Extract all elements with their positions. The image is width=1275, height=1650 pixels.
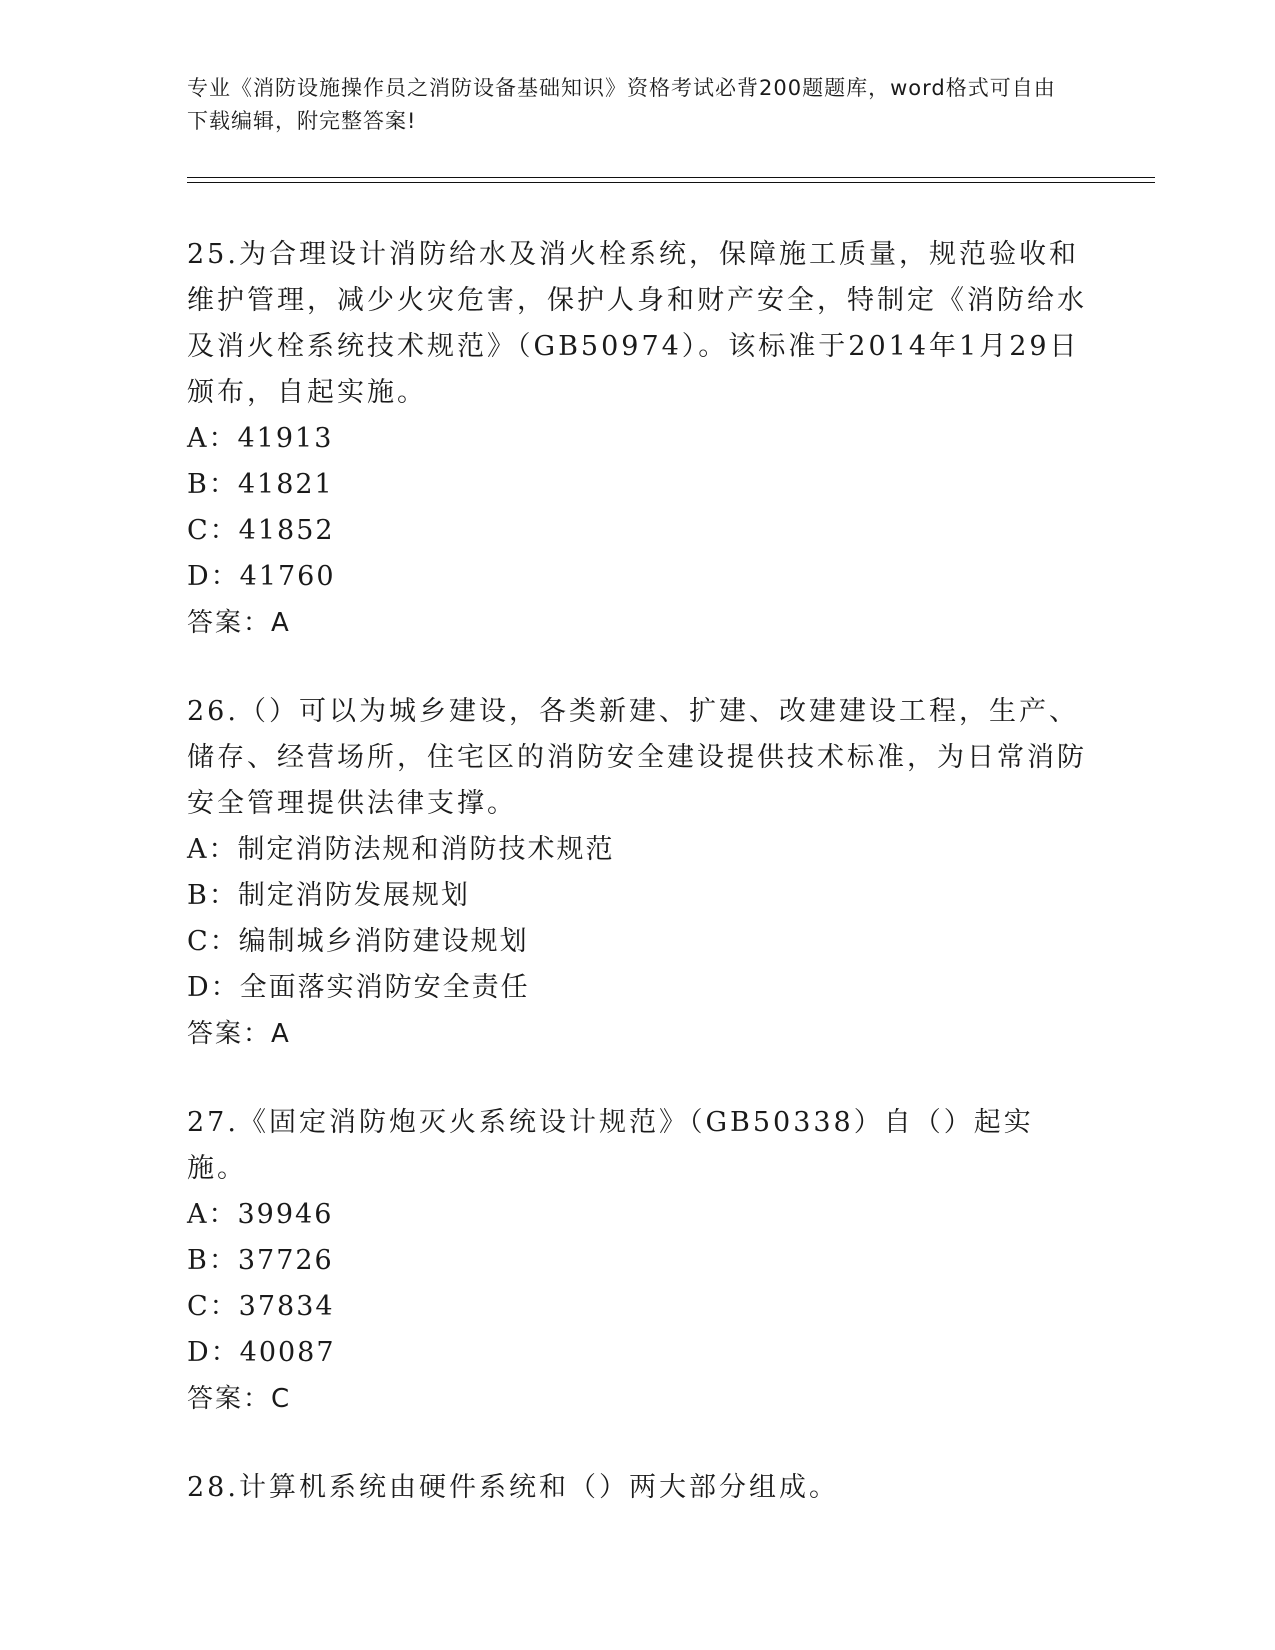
question-stem: 28.计算机系统由硬件系统和（）两大部分组成。: [187, 1472, 839, 1503]
option-c: C：41852: [187, 515, 335, 546]
document-header: 专业《消防设施操作员之消防设备基础知识》资格考试必背200题题库，word格式可自由下载编辑，附完整答案!: [187, 76, 1056, 133]
option-d: D：41760: [187, 561, 336, 592]
option-a: A：39946: [187, 1199, 334, 1230]
header-divider: [187, 182, 1155, 183]
option-c: C：编制城乡消防建设规划: [187, 926, 529, 957]
question-stem: 27.《固定消防炮灭火系统设计规范》（GB50338）自（）起实施。: [187, 1107, 1034, 1184]
question-item: [187, 1100, 1087, 1422]
option-b: B：37726: [187, 1245, 334, 1276]
question-stem: 26.（）可以为城乡建设，各类新建、扩建、改建建设工程，生产、储存、经营场所，住宅区的消防安全建设提供技术标准，为日常消防安全管理提供法律支撑。: [187, 696, 1087, 819]
question-item: [187, 1465, 1087, 1511]
question-item: [187, 232, 1087, 646]
question-stem: 25.为合理设计消防给水及消火栓系统，保障施工质量，规范验收和维护管理，减少火灾危害，保护人身和财产安全，特制定《消防给水及消火栓系统技术规范》（GB50974）。该标准于2014年1月29日颁布，自起实施。: [187, 239, 1087, 408]
option-c: C：37834: [187, 1291, 335, 1322]
option-d: D：全面落实消防安全责任: [187, 972, 530, 1003]
option-b: B：41821: [187, 469, 334, 500]
answer-label: 答案：A: [187, 608, 291, 638]
answer-label: 答案：C: [187, 1384, 292, 1414]
header-divider: [187, 177, 1155, 178]
question-list: [187, 232, 1087, 1554]
option-a: A：制定消防法规和消防技术规范: [187, 834, 615, 865]
question-item: [187, 689, 1087, 1057]
answer-label: 答案：A: [187, 1019, 291, 1049]
option-a: A：41913: [187, 423, 334, 454]
option-d: D：40087: [187, 1337, 336, 1368]
option-b: B：制定消防发展规划: [187, 880, 470, 911]
